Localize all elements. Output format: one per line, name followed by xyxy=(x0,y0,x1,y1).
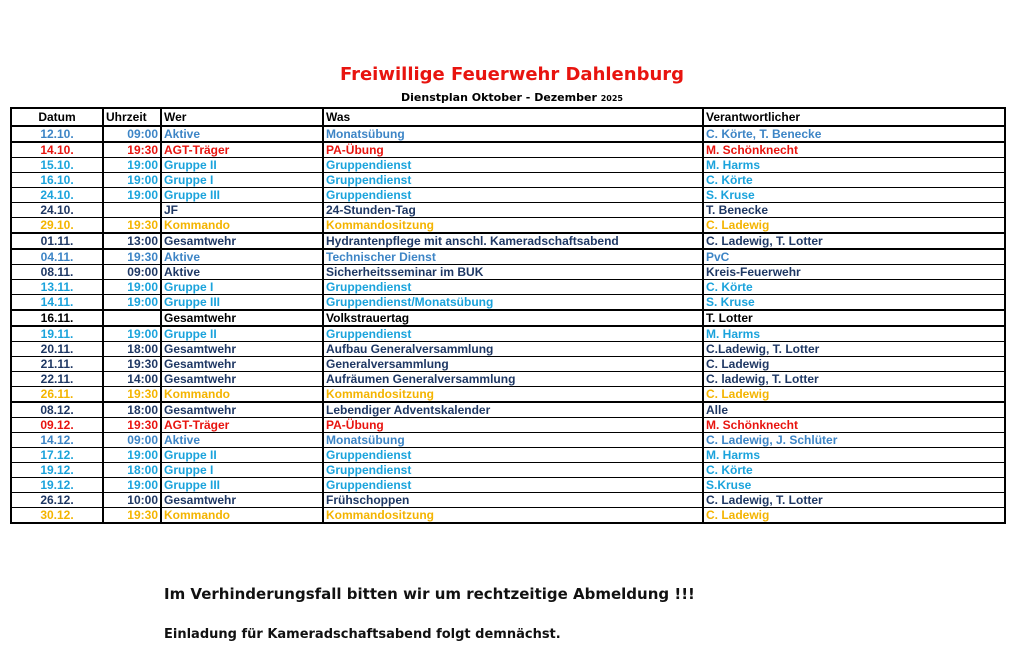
cell-resp: C. Ladewig xyxy=(703,357,1005,372)
cell-time: 19:00 xyxy=(103,158,161,173)
cell-who: Gruppe II xyxy=(161,448,323,463)
cell-who: JF xyxy=(161,203,323,218)
schedule-table xyxy=(10,107,1006,524)
cell-resp: C. Ladewig xyxy=(703,508,1005,524)
cell-date: 19.11. xyxy=(11,326,103,342)
cell-what: 24-Stunden-Tag xyxy=(323,203,703,218)
cell-who: Kommando xyxy=(161,508,323,524)
page-title: Freiwillige Feuerwehr Dahlenburg xyxy=(339,64,685,85)
cell-date: 09.12. xyxy=(11,418,103,433)
cell-who: Aktive xyxy=(161,433,323,448)
cell-what: Gruppendienst xyxy=(323,280,703,295)
cell-time: 14:00 xyxy=(103,372,161,387)
cell-what: Volkstrauertag xyxy=(323,310,703,326)
table-row xyxy=(11,158,1005,173)
cell-resp: C. Körte, T. Benecke xyxy=(703,126,1005,142)
cell-time xyxy=(103,203,161,218)
table-row xyxy=(11,233,1005,249)
schedule-body xyxy=(11,126,1005,523)
cell-what: Aufbau Generalversammlung xyxy=(323,342,703,357)
cell-what: Gruppendienst xyxy=(323,173,703,188)
cell-what: Aufräumen Generalversammlung xyxy=(323,372,703,387)
cell-resp: C. Körte xyxy=(703,280,1005,295)
table-row xyxy=(11,478,1005,493)
cell-who: Aktive xyxy=(161,249,323,265)
cell-resp: M. Harms xyxy=(703,158,1005,173)
cell-date: 14.10. xyxy=(11,142,103,158)
cell-who: Kommando xyxy=(161,218,323,234)
cell-date: 30.12. xyxy=(11,508,103,524)
cell-who: AGT-Träger xyxy=(161,142,323,158)
cell-time: 09:00 xyxy=(103,126,161,142)
cell-time: 19:30 xyxy=(103,218,161,234)
cell-date: 26.12. xyxy=(11,493,103,508)
cell-time: 19:00 xyxy=(103,478,161,493)
cell-resp: T. Lotter xyxy=(703,310,1005,326)
cell-what: Sicherheitsseminar im BUK xyxy=(323,265,703,280)
cell-date: 01.11. xyxy=(11,233,103,249)
cell-date: 17.12. xyxy=(11,448,103,463)
cell-who: Gruppe III xyxy=(161,478,323,493)
cell-what: Gruppendienst xyxy=(323,188,703,203)
cell-time: 19:00 xyxy=(103,280,161,295)
cell-who: Aktive xyxy=(161,126,323,142)
cell-who: Kommando xyxy=(161,387,323,403)
cell-date: 21.11. xyxy=(11,357,103,372)
cell-what: Hydrantenpflege mit anschl. Kameradschaftsabend xyxy=(323,233,703,249)
column-header-was: Was xyxy=(323,108,703,126)
cell-date: 13.11. xyxy=(11,280,103,295)
cell-who: Gruppe I xyxy=(161,173,323,188)
cell-resp: C. Körte xyxy=(703,463,1005,478)
table-row xyxy=(11,126,1005,142)
cell-who: Gruppe III xyxy=(161,188,323,203)
table-row xyxy=(11,188,1005,203)
column-header-datum: Datum xyxy=(11,108,103,126)
table-row xyxy=(11,357,1005,372)
column-header-wer: Wer xyxy=(161,108,323,126)
cell-time: 13:00 xyxy=(103,233,161,249)
cell-what: Gruppendienst xyxy=(323,448,703,463)
cell-what: Frühschoppen xyxy=(323,493,703,508)
cell-resp: M. Harms xyxy=(703,326,1005,342)
cell-who: Gruppe I xyxy=(161,463,323,478)
cell-time: 19:30 xyxy=(103,418,161,433)
subtitle-year: 2025 xyxy=(600,94,623,103)
cell-date: 24.10. xyxy=(11,188,103,203)
cell-resp: C. Ladewig, T. Lotter xyxy=(703,233,1005,249)
cell-what: Gruppendienst/Monatsübung xyxy=(323,295,703,311)
cell-date: 29.10. xyxy=(11,218,103,234)
cell-date: 16.11. xyxy=(11,310,103,326)
cell-resp: C. Körte xyxy=(703,173,1005,188)
table-row xyxy=(11,508,1005,524)
table-row xyxy=(11,249,1005,265)
table-row xyxy=(11,203,1005,218)
cell-what: Monatsübung xyxy=(323,126,703,142)
cell-resp: C. Ladewig, T. Lotter xyxy=(703,493,1005,508)
cell-resp: T. Benecke xyxy=(703,203,1005,218)
cell-date: 20.11. xyxy=(11,342,103,357)
cell-date: 08.12. xyxy=(11,402,103,418)
cell-time: 19:30 xyxy=(103,387,161,403)
table-header-row xyxy=(11,108,1005,126)
cell-time xyxy=(103,310,161,326)
cell-date: 08.11. xyxy=(11,265,103,280)
cell-time: 09:00 xyxy=(103,433,161,448)
cell-resp: Alle xyxy=(703,402,1005,418)
column-header-verantwortlicher: Verantwortlicher xyxy=(703,108,1005,126)
cell-time: 10:00 xyxy=(103,493,161,508)
cell-what: PA-Übung xyxy=(323,418,703,433)
cell-time: 19:00 xyxy=(103,173,161,188)
cell-time: 19:00 xyxy=(103,188,161,203)
cell-resp: C.Ladewig, T. Lotter xyxy=(703,342,1005,357)
cell-resp: PvC xyxy=(703,249,1005,265)
cell-date: 15.10. xyxy=(11,158,103,173)
cell-who: AGT-Träger xyxy=(161,418,323,433)
cell-date: 16.10. xyxy=(11,173,103,188)
cell-date: 12.10. xyxy=(11,126,103,142)
table-row xyxy=(11,433,1005,448)
cell-resp: M. Schönknecht xyxy=(703,142,1005,158)
cell-who: Gruppe III xyxy=(161,295,323,311)
table-row xyxy=(11,418,1005,433)
cell-date: 19.12. xyxy=(11,478,103,493)
table-row xyxy=(11,310,1005,326)
cell-resp: M. Harms xyxy=(703,448,1005,463)
cell-who: Gesamtwehr xyxy=(161,233,323,249)
cell-what: Monatsübung xyxy=(323,433,703,448)
table-row xyxy=(11,326,1005,342)
cell-what: Lebendiger Adventskalender xyxy=(323,402,703,418)
cell-what: Gruppendienst xyxy=(323,326,703,342)
cell-what: Gruppendienst xyxy=(323,478,703,493)
cell-date: 19.12. xyxy=(11,463,103,478)
cell-what: Kommandositzung xyxy=(323,508,703,524)
table-row xyxy=(11,402,1005,418)
cell-who: Gesamtwehr xyxy=(161,357,323,372)
cell-who: Gesamtwehr xyxy=(161,402,323,418)
cell-who: Gesamtwehr xyxy=(161,493,323,508)
cell-what: Gruppendienst xyxy=(323,158,703,173)
cell-time: 18:00 xyxy=(103,402,161,418)
cell-date: 22.11. xyxy=(11,372,103,387)
cell-what: Gruppendienst xyxy=(323,463,703,478)
cell-time: 19:00 xyxy=(103,295,161,311)
cell-date: 24.10. xyxy=(11,203,103,218)
cell-time: 19:30 xyxy=(103,249,161,265)
cell-resp: S. Kruse xyxy=(703,188,1005,203)
cell-resp: Kreis-Feuerwehr xyxy=(703,265,1005,280)
cell-resp: M. Schönknecht xyxy=(703,418,1005,433)
cell-resp: S. Kruse xyxy=(703,295,1005,311)
cell-who: Gesamtwehr xyxy=(161,372,323,387)
cell-what: Generalversammlung xyxy=(323,357,703,372)
table-row xyxy=(11,372,1005,387)
table-row xyxy=(11,280,1005,295)
cell-who: Gesamtwehr xyxy=(161,310,323,326)
cell-resp: C. Ladewig xyxy=(703,218,1005,234)
table-row xyxy=(11,142,1005,158)
table-row xyxy=(11,218,1005,234)
table-row xyxy=(11,493,1005,508)
cell-what: Kommandositzung xyxy=(323,218,703,234)
cell-time: 19:00 xyxy=(103,326,161,342)
cell-who: Aktive xyxy=(161,265,323,280)
cell-date: 14.11. xyxy=(11,295,103,311)
cell-who: Gruppe II xyxy=(161,158,323,173)
cell-who: Gruppe II xyxy=(161,326,323,342)
cell-time: 19:00 xyxy=(103,448,161,463)
table-row xyxy=(11,463,1005,478)
table-row xyxy=(11,265,1005,280)
cell-date: 14.12. xyxy=(11,433,103,448)
cell-resp: C. ladewig, T. Lotter xyxy=(703,372,1005,387)
table-row xyxy=(11,387,1005,403)
column-header-uhrzeit: Uhrzeit xyxy=(103,108,161,126)
page-subtitle xyxy=(0,91,1024,104)
table-row xyxy=(11,173,1005,188)
cell-date: 26.11. xyxy=(11,387,103,403)
cell-time: 19:30 xyxy=(103,508,161,524)
table-row xyxy=(11,295,1005,311)
cell-what: Kommandositzung xyxy=(323,387,703,403)
cell-who: Gruppe I xyxy=(161,280,323,295)
cell-resp: C. Ladewig, J. Schlüter xyxy=(703,433,1005,448)
cell-time: 18:00 xyxy=(103,342,161,357)
absence-notice: Im Verhinderungsfall bitten wir um rechtzeitige Abmeldung !!! xyxy=(164,585,695,603)
cell-what: PA-Übung xyxy=(323,142,703,158)
table-row xyxy=(11,342,1005,357)
invitation-note: Einladung für Kameradschaftsabend folgt demnächst. xyxy=(164,627,561,642)
cell-time: 19:30 xyxy=(103,142,161,158)
cell-date: 04.11. xyxy=(11,249,103,265)
cell-time: 09:00 xyxy=(103,265,161,280)
subtitle-text: Dienstplan Oktober - Dezember xyxy=(401,91,597,104)
cell-what: Technischer Dienst xyxy=(323,249,703,265)
cell-resp: S.Kruse xyxy=(703,478,1005,493)
cell-time: 19:30 xyxy=(103,357,161,372)
cell-who: Gesamtwehr xyxy=(161,342,323,357)
cell-resp: C. Ladewig xyxy=(703,387,1005,403)
table-row xyxy=(11,448,1005,463)
cell-time: 18:00 xyxy=(103,463,161,478)
